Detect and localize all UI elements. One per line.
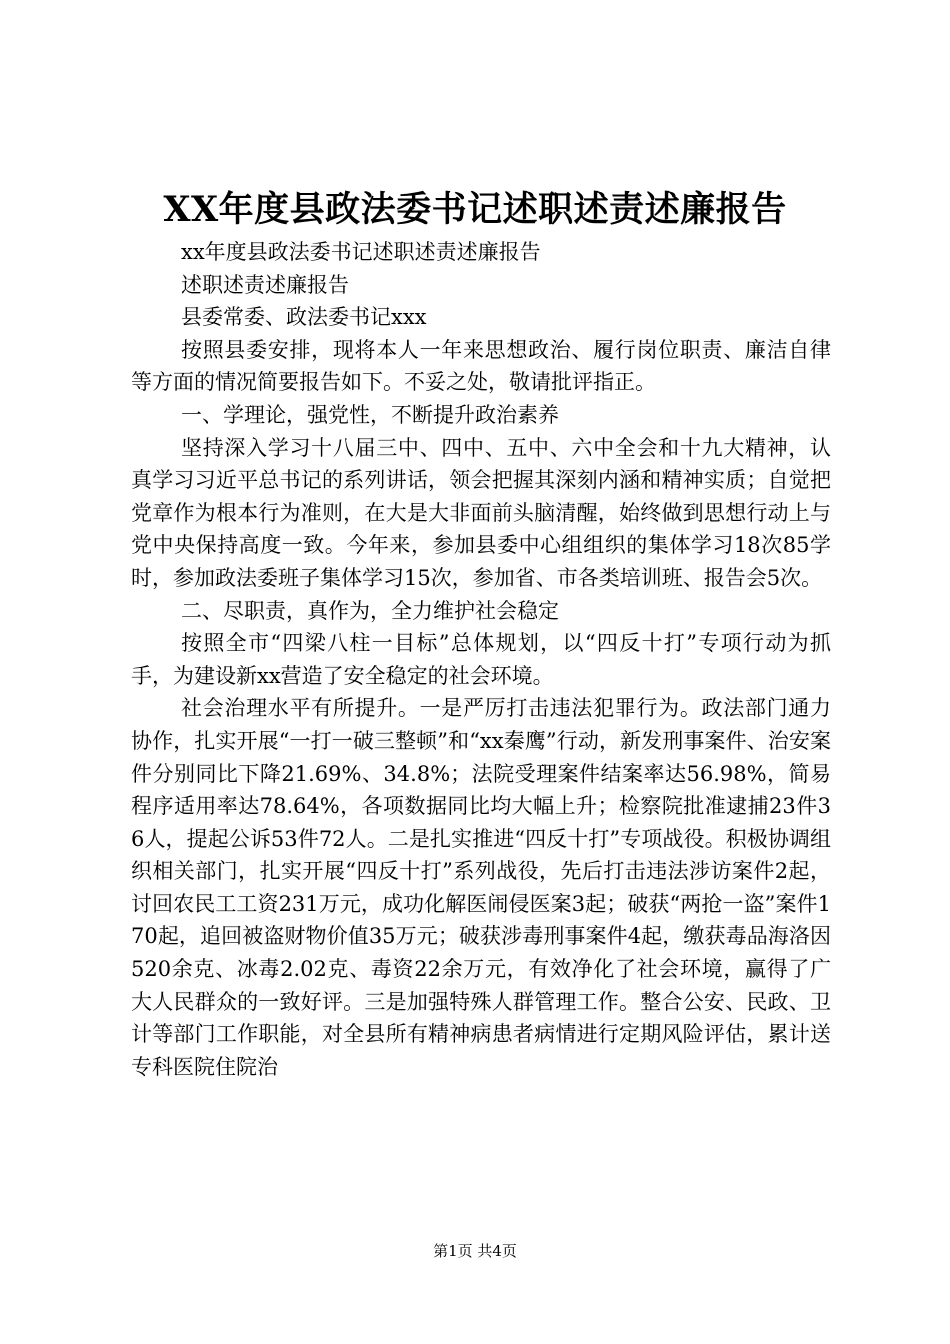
document-title: XX年度县政法委书记述职述责述廉报告 — [163, 189, 787, 230]
paragraph-intro: 按照县委安排，现将本人一年来思想政治、履行岗位职责、廉洁自律等方面的情况简要报告如下。不妥之处，敬请批评指正。 — [131, 337, 831, 395]
paragraph-study: 坚持深入学习十八届三中、四中、五中、六中全会和十九大精神，认真学习习近平总书记的系列讲话，领会把握其深刻内涵和精神实质；自觉把党章作为根本行为准则，在大是大非面前头脑清醒，始终做到思想行动上与党中央保持高度一致。今年来，参加县委中心组组织的集体学习18次85学时，参加政法委班子集体学习15次，参加省、市各类培训班、报告会5次。 — [131, 435, 831, 590]
paragraph-heading-repeat: xx年度县政法委书记述职述责述廉报告 — [181, 240, 541, 264]
section-heading-1: 一、学理论，强党性，不断提升政治素养 — [181, 402, 559, 427]
paragraph-author: 县委常委、政法委书记xxx — [181, 305, 427, 330]
page-footer: 第1页 共4页 — [433, 1242, 517, 1260]
document-body — [131, 236, 831, 1083]
paragraph-plan: 按照全市“四梁八柱一目标”总体规划，以“四反十打”专项行动为抓手，为建设新xx营造了安全稳定的社会环境。 — [131, 631, 831, 688]
paragraph-subtitle: 述职述责述廉报告 — [181, 272, 349, 297]
paragraph-governance: 社会治理水平有所提升。一是严厉打击违法犯罪行为。政法部门通力协作，扎实开展“一打一破三整顿”和“xx秦鹰”行动，新发刑事案件、治安案件分别同比下降21.69%、34.8%；法院受理案件结案率达56.98%，简易程序适用率达78.64%，各项数据同比均大幅上升；检察院批准逮捕23件36人，提起公诉53件72人。二是扎实推进“四反十打”专项战役。积极协调组织相关部门，扎实开展“四反十打”系列战役，先后打击违法涉访案件2起，讨回农民工工资231万元，成功化解医闹侵医案3起；破获“两抢一盗”案件170起，追回被盗财物价值35万元；破获涉毒刑事案件4起，缴获毒品海洛因520余克、冰毒2.02克、毒资22余万元，有效净化了社会环境，赢得了广大人民群众的一致好评。三是加强特殊人群管理工作。整合公安、民政、卫计等部门工作职能，对全县所有精神病患者病情进行定期风险评估，累计送专科医院住院治 — [131, 696, 831, 1079]
section-heading-2: 二、尽职责，真作为，全力维护社会稳定 — [181, 598, 559, 623]
